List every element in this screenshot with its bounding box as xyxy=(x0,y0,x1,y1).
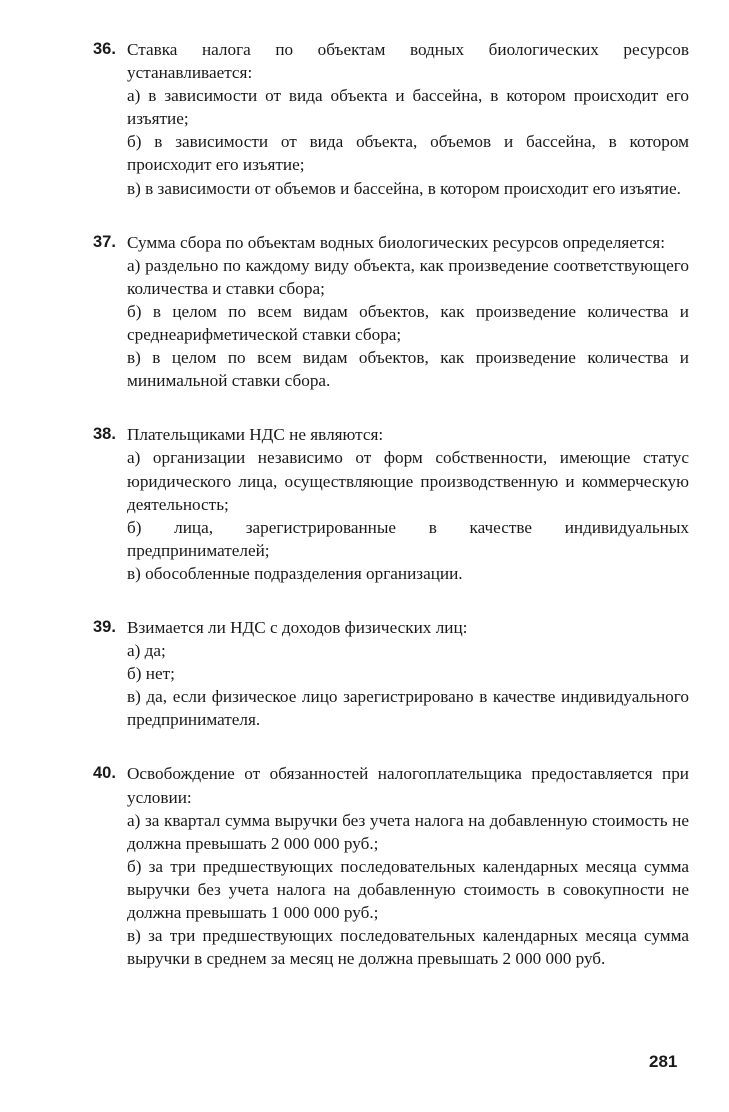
answer-options xyxy=(127,254,689,393)
answer-option-c: в) обособленные подразделения организации. xyxy=(127,563,463,583)
answer-option-c: в) в зависимости от объемов и бассейна, в котором происходит его изъятие. xyxy=(127,178,681,198)
question-37 xyxy=(93,231,689,393)
question-38 xyxy=(93,423,689,585)
answer-option-b: б) в зависимости от вида объекта, объемов и бассейна, в котором происходит его изъятие; xyxy=(127,132,689,175)
answer-option-a: а) раздельно по каждому виду объекта, как произведение соответствующего количества и ставки сбора; xyxy=(127,255,689,298)
answer-option-a: а) организации независимо от форм собственности, имеющие статус юридического лица, осуществляющие производственную и коммерческую деятельность; xyxy=(127,448,689,514)
question-text: Освобождение от обязанностей налогоплательщика предоставляется при условии: xyxy=(127,764,689,807)
answer-options xyxy=(127,84,689,199)
answer-option-b: б) лица, зарегистрированные в качестве индивидуальных предпринимателей; xyxy=(127,517,689,560)
answer-option-c: в) в целом по всем видам объектов, как произведение количества и минимальной ставки сбора. xyxy=(127,348,689,391)
question-39 xyxy=(93,616,689,731)
question-36 xyxy=(93,38,689,200)
answer-option-b: б) нет; xyxy=(127,664,175,684)
question-text: Плательщиками НДС не являются: xyxy=(127,425,384,445)
question-number: 36. xyxy=(93,40,116,58)
answer-option-a: а) да; xyxy=(127,641,166,661)
answer-option-a: а) в зависимости от вида объекта и бассейна, в котором происходит его изъятие; xyxy=(127,86,689,129)
answer-option-a: а) за квартал сумма выручки без учета налога на добавленную стоимость не должна превышать 2 000 000 руб.; xyxy=(127,810,689,853)
question-text: Ставка налога по объектам водных биологических ресурсов устанавливается: xyxy=(127,40,689,83)
answer-option-b: б) в целом по всем видам объектов, как произведение количества и среднеарифметической ставки сбора; xyxy=(127,301,689,345)
answer-options xyxy=(127,446,689,585)
question-list xyxy=(93,38,689,970)
question-text: Сумма сбора по объектам водных биологических ресурсов определяется: xyxy=(127,232,665,252)
question-number: 38. xyxy=(93,425,116,444)
answer-options xyxy=(127,809,689,971)
page-number: 281 xyxy=(649,1052,678,1071)
answer-options xyxy=(127,639,689,731)
question-40 xyxy=(93,762,689,970)
question-number: 39. xyxy=(93,617,116,636)
question-text: Взимается ли НДС с доходов физических лиц: xyxy=(127,617,468,637)
answer-option-c: в) за три предшествующих последовательных календарных месяца сумма выручки в среднем за месяц не должна превышать 2 000 000 руб. xyxy=(127,926,689,969)
question-number: 37. xyxy=(93,232,116,251)
answer-option-b: б) за три предшествующих последовательных календарных месяца сумма выручки без учета налога на добавленную стоимость в совокупности не должна превышать 1 000 000 руб.; xyxy=(127,856,689,922)
question-number: 40. xyxy=(93,764,116,783)
answer-option-c: в) да, если физическое лицо зарегистрировано в качестве индивидуального предпринимателя. xyxy=(127,687,689,730)
